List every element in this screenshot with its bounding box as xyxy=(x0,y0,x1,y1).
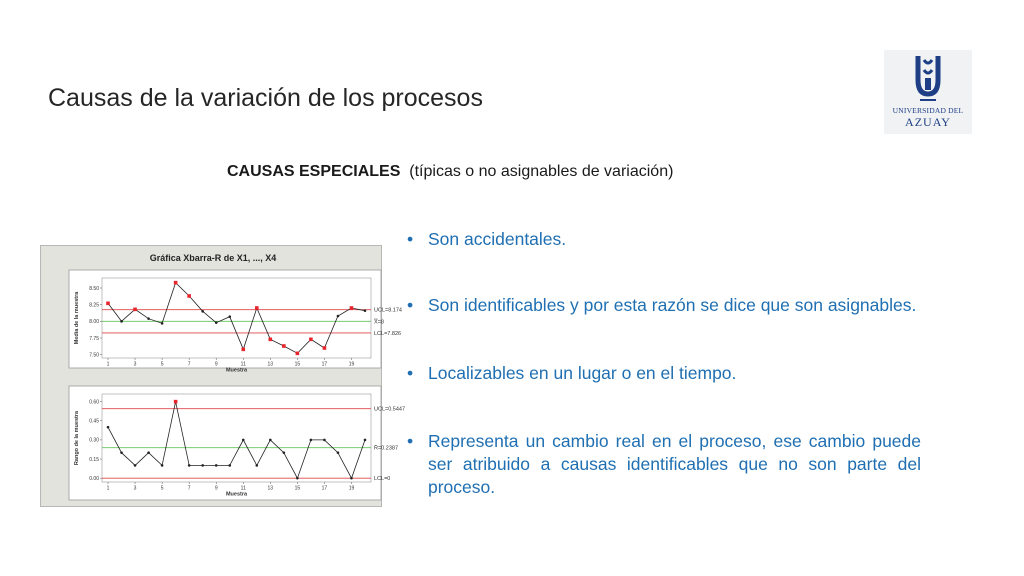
data-point xyxy=(215,464,218,467)
limit-label-cl: X̿=8 xyxy=(374,319,384,326)
xbar-r-chart-svg xyxy=(41,246,406,506)
y-tick-label: 8.50 xyxy=(89,285,99,292)
bullet-list xyxy=(407,228,921,499)
x-tick-label: 1 xyxy=(106,485,110,492)
data-point xyxy=(120,451,123,454)
data-point xyxy=(269,439,272,442)
chart-title: Gráfica Xbarra-R de X1, ..., X4 xyxy=(149,253,277,263)
x-tick-label: 13 xyxy=(267,485,274,492)
data-point xyxy=(107,426,110,429)
x-tick-label: 3 xyxy=(133,485,137,492)
data-point xyxy=(337,315,340,318)
limit-label-cl: R̄=0.2387 xyxy=(374,445,399,452)
data-point xyxy=(161,464,164,467)
data-point-out-of-control xyxy=(309,338,313,342)
y-tick-label: 0.30 xyxy=(89,437,99,444)
x-tick-label: 1 xyxy=(106,361,110,368)
data-point-out-of-control xyxy=(255,306,259,310)
y-axis-label: Media de la muestra xyxy=(74,291,80,345)
data-point xyxy=(310,439,313,442)
x-tick-label: 9 xyxy=(214,485,218,492)
bullet-item: • Son identificables y por esta razón se dice que son asignables. xyxy=(407,294,921,317)
control-chart xyxy=(40,245,406,507)
x-tick-label: 19 xyxy=(348,485,355,492)
data-point-out-of-control xyxy=(282,344,286,348)
x-tick-label: 19 xyxy=(348,361,355,368)
data-point xyxy=(215,321,218,324)
x-tick-label: 13 xyxy=(267,361,274,368)
bullet-item: • Son accidentales. xyxy=(407,228,921,251)
data-point-out-of-control xyxy=(269,338,273,342)
data-point-out-of-control xyxy=(323,346,327,350)
range-panel xyxy=(69,386,405,500)
x-axis-label: Muestra xyxy=(225,367,248,374)
x-axis-label: Muestra xyxy=(225,491,248,498)
x-tick-label: 11 xyxy=(240,485,246,492)
x-tick-label: 17 xyxy=(321,361,328,368)
university-emblem-icon xyxy=(884,50,972,110)
data-point-out-of-control xyxy=(296,352,300,356)
data-point-out-of-control xyxy=(174,281,178,285)
data-point-out-of-control xyxy=(174,400,178,404)
x-tick-label: 7 xyxy=(187,361,191,368)
data-point xyxy=(228,315,231,318)
data-point-out-of-control xyxy=(241,348,245,352)
data-point xyxy=(201,464,204,467)
limit-label-lcl: LCL=7.826 xyxy=(374,330,402,337)
x-tick-label: 3 xyxy=(133,361,137,368)
y-tick-label: 8.00 xyxy=(89,319,99,326)
bullet-item: • Representa un cambio real en el proceso, ese cambio puede ser atribuido a causas identificables que no son parte del proceso. xyxy=(407,430,921,499)
x-tick-label: 15 xyxy=(294,485,301,492)
data-point xyxy=(120,320,123,323)
x-tick-label: 17 xyxy=(321,485,328,492)
y-tick-label: 0.45 xyxy=(89,418,99,425)
limit-label-lcl: LCL=0 xyxy=(374,476,391,483)
y-tick-label: 8.25 xyxy=(89,302,99,309)
x-tick-label: 7 xyxy=(187,485,191,492)
data-point xyxy=(134,464,137,467)
y-tick-label: 7.50 xyxy=(89,352,99,359)
y-tick-label: 0.60 xyxy=(89,399,99,406)
data-point xyxy=(337,451,340,454)
data-point xyxy=(255,464,258,467)
subtitle-rest: (típicas o no asignables de variación) xyxy=(409,163,674,180)
panel-frame xyxy=(69,386,381,500)
limit-label-ucl: UCL=0.5447 xyxy=(374,406,406,413)
data-point xyxy=(147,317,150,320)
data-point xyxy=(296,477,299,480)
data-point xyxy=(188,464,191,467)
logo-line-1: UNIVERSIDAD DEL xyxy=(892,106,964,115)
slide-title: Causas de la variación de los procesos xyxy=(48,84,483,112)
university-logo xyxy=(884,50,972,134)
data-point xyxy=(147,451,150,454)
data-point xyxy=(350,477,353,480)
data-point xyxy=(283,451,286,454)
y-tick-label: 0.15 xyxy=(89,456,99,463)
xbar-panel xyxy=(69,270,402,374)
data-point-out-of-control xyxy=(133,308,137,312)
section-subtitle xyxy=(227,163,673,181)
x-tick-label: 15 xyxy=(294,361,301,368)
x-tick-label: 9 xyxy=(214,361,218,368)
data-point xyxy=(242,439,245,442)
y-tick-label: 0.00 xyxy=(89,475,99,482)
subtitle-bold: CAUSAS ESPECIALES xyxy=(227,163,401,180)
data-point xyxy=(364,439,367,442)
x-tick-label: 5 xyxy=(160,361,164,368)
logo-line-2: AZUAY xyxy=(905,115,951,129)
data-point xyxy=(228,464,231,467)
data-point-out-of-control xyxy=(106,302,110,306)
data-point xyxy=(201,310,204,313)
y-tick-label: 7.75 xyxy=(89,335,99,342)
x-tick-label: 5 xyxy=(160,485,164,492)
x-tick-label: 11 xyxy=(240,361,246,368)
bullet-item: • Localizables en un lugar o en el tiempo. xyxy=(407,362,921,385)
data-point-out-of-control xyxy=(350,306,354,310)
data-point xyxy=(364,309,367,312)
limit-label-ucl: UCL=8.174 xyxy=(374,307,402,314)
data-point xyxy=(323,439,326,442)
y-axis-label: Rango de la muestra xyxy=(74,410,80,466)
data-point xyxy=(161,322,164,325)
data-point-out-of-control xyxy=(187,294,191,298)
